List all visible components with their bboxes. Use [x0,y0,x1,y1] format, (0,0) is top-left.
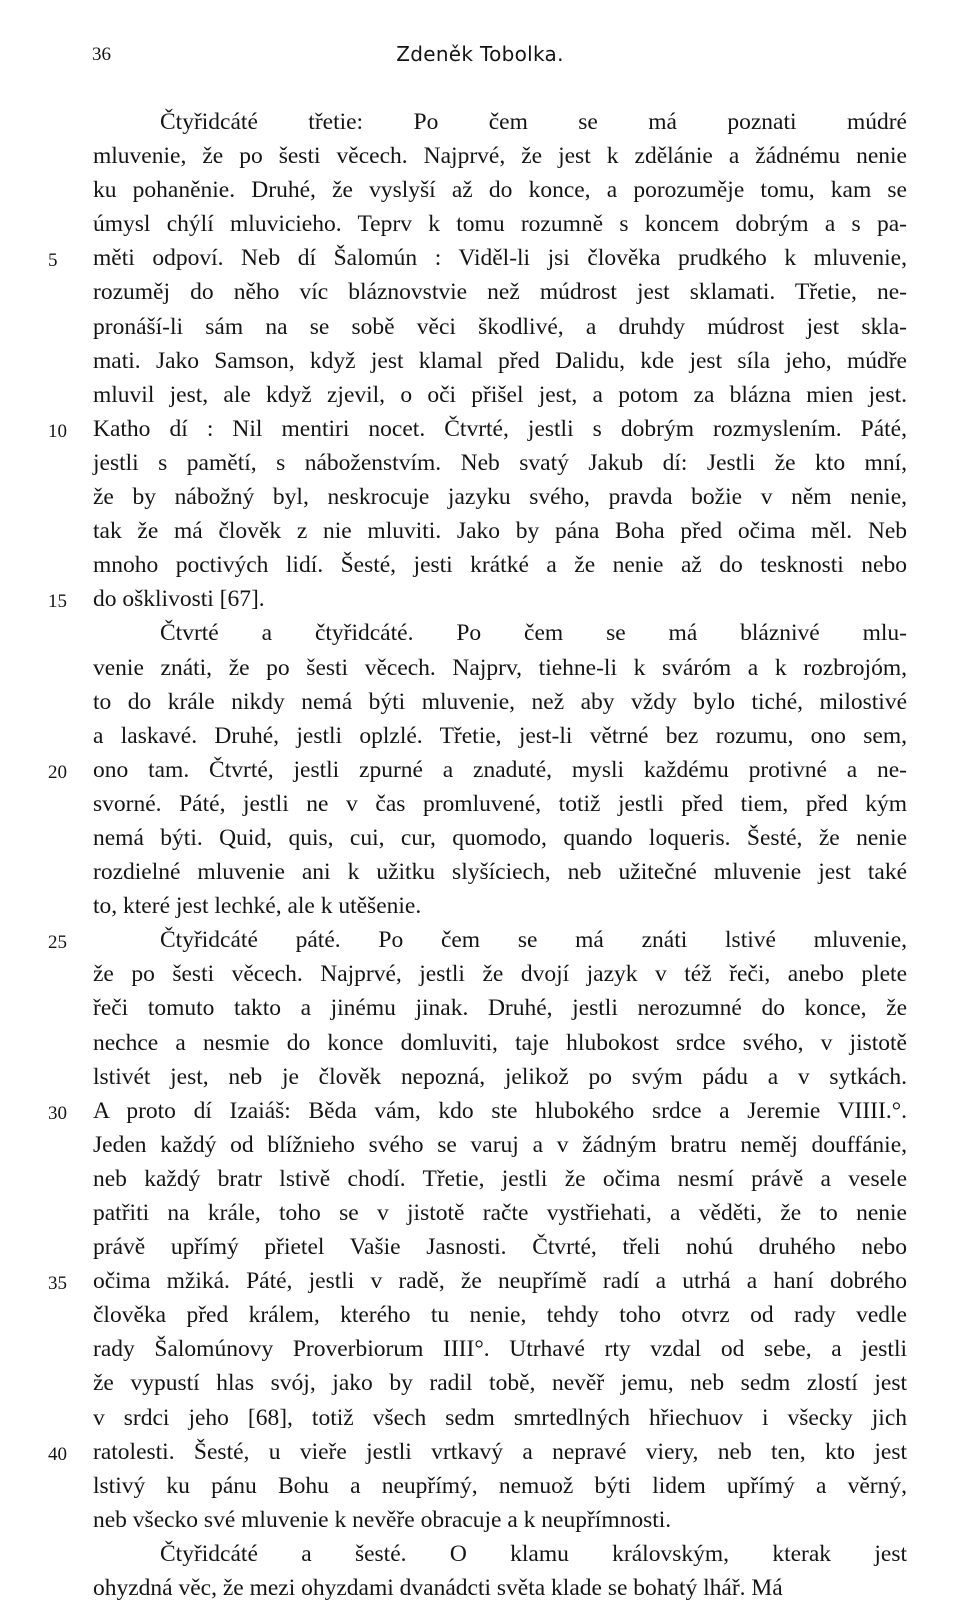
text-line [0,584,960,618]
line-text: ku pohaněnie. Druhé, že vyslyší až do konce, a porozuměje tomu, kam se [93,177,907,204]
page-number: 36 [92,44,111,65]
text-line [0,516,960,550]
text-line [0,1028,960,1062]
line-text: venie znáti, že po šesti věcech. Najprv, tiehne-li k sváróm a k rozbrojóm, [93,654,907,681]
text-line [0,1471,960,1505]
text-line [0,993,960,1027]
text-line [0,891,960,925]
line-text: lstivét jest, neb je člověk nepozná, jelikož po svým pádu a v sytkách. [93,1063,907,1090]
text-line [0,1266,960,1300]
text-line [0,277,960,311]
line-text: řeči tomuto takto a jinému jinak. Druhé, jestli nerozumné do konce, že [93,995,907,1022]
line-text: rady Šalomúnovy Proverbiorum IIII°. Utrhavé rty vzdal od sebe, a jestli [93,1336,907,1363]
text-line [0,175,960,209]
section-heading-line: Čtyřidcáté a šesté. O klamu královským, kterak jest [160,1540,907,1567]
text-line [0,1300,960,1334]
line-text: úmysl chýlí mluvicieho. Teprv k tomu rozumně s koncem dobrým a s pa- [93,211,907,238]
text-line [0,209,960,243]
line-text: očima mžiká. Páté, jestli v radě, že neupřímě radí a utrhá a haní dobrého [93,1268,907,1295]
line-number: 30 [48,1102,67,1124]
line-text: v srdci jeho [68], totiž všech sedm smrtedlných hřiechuov i všecky jich [93,1404,907,1431]
text-line [0,925,960,959]
text-line [0,1368,960,1402]
section-heading-line: Čtyřidcáté třetie: Po čem se má poznati múdré [160,109,907,135]
text-line [0,1505,960,1539]
line-number: 40 [48,1443,67,1465]
line-text: že vypustí hlas svój, jako by radil tobě, nevěř jemu, neb sedm zlostí jest [93,1370,907,1397]
line-text: pronáší-li sám na se sobě věci škodlivé, a druhdy múdrost jest skla- [93,313,907,340]
line-text: patřiti na krále, toho se v jistotě račte vystřiehati, a věděti, že to nenie [93,1200,907,1226]
text-line [0,482,960,516]
line-text: svorné. Páté, jestli ne v čas promluvené, totiž jestli před tiem, před kým [93,790,907,817]
line-text: jestli s pamětí, s náboženstvím. Neb svatý Jakub dí: Jestli že kto mní, [93,449,907,476]
text-line [0,1232,960,1266]
text-line [0,243,960,277]
text-line [0,1573,960,1607]
line-number: 15 [48,591,67,613]
text-line [0,448,960,482]
text-line [0,755,960,789]
text-line [0,687,960,721]
line-number: 25 [48,932,67,954]
text-line [0,1062,960,1096]
line-text: lstivý ku pánu Bohu a neupřímý, nemuož býti lidem upřímý a věrný, [93,1472,907,1499]
line-text: to do krále nikdy nemá býti mluvenie, než aby vždy bylo tiché, milostivé [93,688,907,715]
line-text: člověka před králem, kterého tu nenie, tehdy toho otvrz od rady vedle [93,1302,907,1329]
line-text: tak že má člověk z nie mluviti. Jako by pána Boha před očima měl. Neb [93,518,907,545]
line-text: že by nábožný byl, neskrocuje jazyku svého, pravda božie v něm nenie, [93,484,907,511]
line-text: právě upřímý přietel Vašie Jasnosti. Čtvrté, třeli nohú druhého nebo [93,1234,907,1261]
line-text: ohyzdná věc, že mezi ohyzdami dvanádcti světa klade se bohatý lhář. Má [93,1575,783,1602]
page-body [0,107,960,1607]
line-text: měti odpoví. Neb dí Šalomún : Viděl-li jsi člověka prudkého k mluvenie, [93,245,907,272]
line-text: mnoho poctivých lidí. Šesté, jesti krátké a že nenie až do tesknosti nebo [93,552,907,579]
section-heading-line: Čtvrté a čtyřidcáté. Po čem se má bláznivé mlu- [160,620,907,647]
line-text: nemá býti. Quid, quis, cui, cur, quomodo, quando loqueris. Šesté, že nenie [93,824,907,851]
text-line [0,721,960,755]
line-number: 5 [48,250,58,272]
line-number: 35 [48,1273,67,1295]
text-line [0,959,960,993]
line-text: že po šesti věcech. Najprvé, jestli že dvojí jazyk v též řeči, anebo plete [93,961,907,988]
running-head: Zdeněk Tobolka. [396,42,564,66]
text-line [0,857,960,891]
text-line [0,346,960,380]
text-line [0,1164,960,1198]
text-line [0,107,960,141]
text-line [0,1437,960,1471]
line-text: neb všecko své mluvenie k nevěře obracuje a k neupřímnosti. [93,1506,672,1533]
line-text: Katho dí : Nil mentiri nocet. Čtvrté, jestli s dobrým rozmyslením. Páté, [93,415,907,442]
line-text: do ošklivosti [67]. [93,586,265,613]
line-text: to, které jest lechké, ale k utěšenie. [93,893,422,920]
text-line [0,1334,960,1368]
line-text: A proto dí Izaiáš: Běda vám, kdo ste hlubokého srdce a Jeremie VIIII.°. [93,1097,907,1124]
text-line [0,1130,960,1164]
text-line [0,1403,960,1437]
text-line [0,1539,960,1573]
text-line [0,653,960,687]
text-line [0,414,960,448]
line-number: 20 [48,761,67,783]
line-text: a laskavé. Druhé, jestli oplzlé. Třetie, jest-li větrné bez rozumu, ono sem, [93,722,907,749]
text-line [0,1096,960,1130]
text-line [0,380,960,414]
text-line [0,823,960,857]
line-text: rozdielné mluvenie ani k užitku slyšíciech, neb užitečné mluvenie jest také [93,859,907,886]
line-text: mluvenie, že po šesti věcech. Najprvé, že jest k zdělánie a žádnému nenie [93,143,907,170]
text-line [0,141,960,175]
line-text: mluvil jest, ale když zjevil, o oči přišel jest, a potom za blázna mien jest. [93,381,907,408]
line-text: Jeden každý od blížnieho svého se varuj a v žádným bratru neměj douffánie, [93,1131,907,1158]
line-text: ono tam. Čtvrté, jestli zpurné a znaduté, mysli každému protivné a ne- [93,756,907,783]
line-text: nechce a nesmie do konce domluviti, taje hlubokost srdce svého, v jistotě [93,1029,907,1056]
text-line [0,550,960,584]
section-heading-line: Čtyřidcáté páté. Po čem se má znáti lstivé mluvenie, [160,927,907,954]
line-text: mati. Jako Samson, když jest klamal před Dalidu, kde jest síla jeho, múdře [93,347,907,374]
page-header [0,40,960,70]
line-text: ratolesti. Šesté, u vieře jestli vrtkavý a nepravé viery, neb ten, kto jest [93,1438,907,1465]
text-line [0,312,960,346]
text-line [0,618,960,652]
line-text: rozuměj do něho víc bláznovstvie než múdrost jest sklamati. Třetie, ne- [93,279,907,306]
text-line [0,789,960,823]
text-line [0,1198,960,1232]
line-number: 10 [48,420,67,442]
line-text: neb každý bratr lstivě chodí. Třetie, jestli že očima nesmí právě a vesele [93,1165,907,1192]
